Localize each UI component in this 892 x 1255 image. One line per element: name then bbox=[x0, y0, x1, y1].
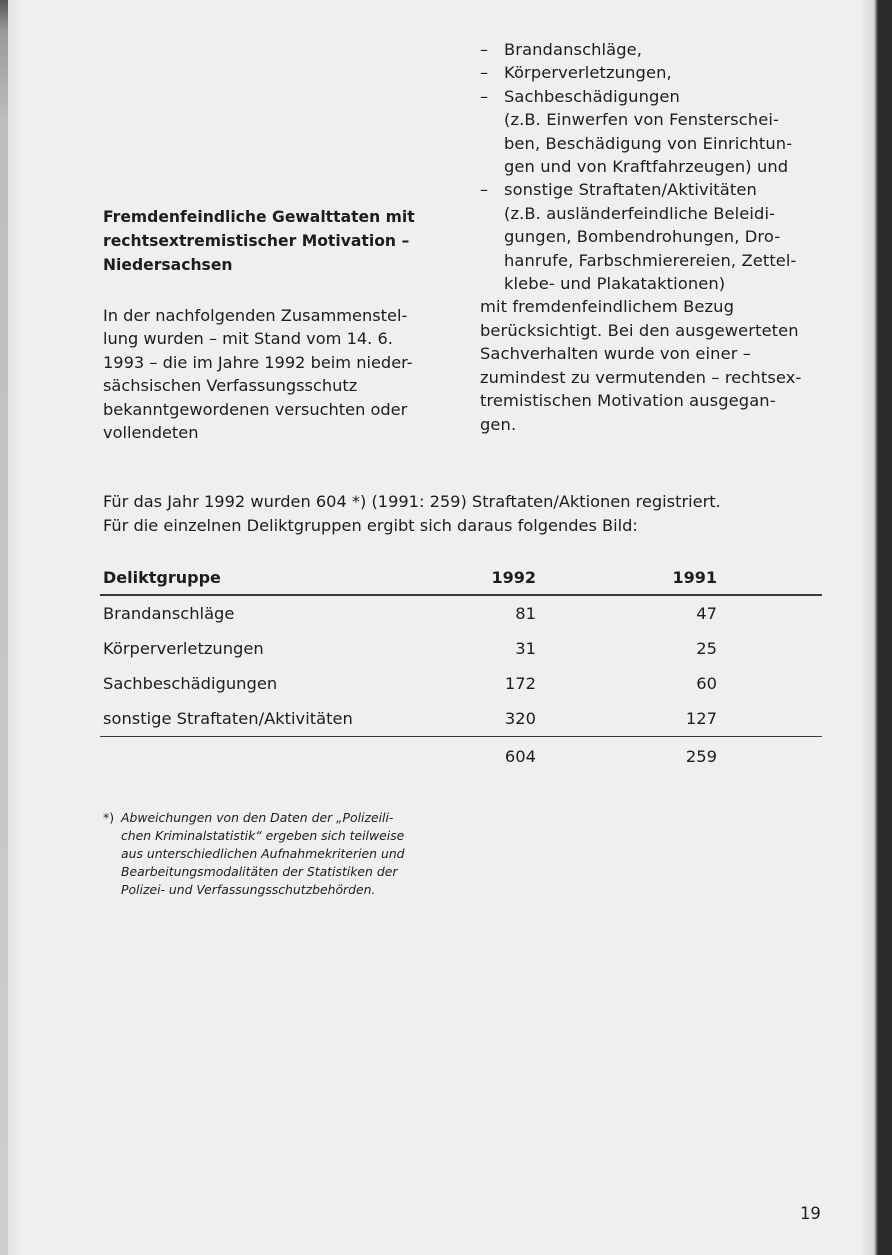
cell-spacer bbox=[717, 595, 822, 631]
footnote-line: Polizei- und Verfassungsschutzbehörden. bbox=[121, 882, 376, 897]
table-row bbox=[100, 595, 822, 631]
header-1992: 1992 bbox=[447, 568, 536, 595]
table-row bbox=[100, 666, 822, 701]
cell-spacer bbox=[536, 666, 629, 701]
total-1991: 259 bbox=[685, 746, 717, 766]
offense-table bbox=[100, 568, 822, 775]
bullet-item bbox=[480, 85, 840, 179]
intro-line: bekanntgewordenen versuchten oder bbox=[103, 399, 408, 419]
dash-marker: – bbox=[480, 86, 489, 106]
cell-spacer bbox=[100, 737, 447, 776]
cell-group: sonstige Straftaten/Aktivitäten bbox=[100, 701, 447, 737]
bullet-item bbox=[480, 178, 840, 295]
continuation-line: mit fremdenfeindlichem Bezug bbox=[480, 297, 735, 317]
cell-group: Sachbeschädigungen bbox=[103, 674, 278, 693]
cell-group: Körperverletzungen bbox=[103, 639, 264, 658]
header-group: Deliktgruppe bbox=[100, 568, 447, 595]
table-header-row bbox=[100, 568, 822, 595]
cell-1991: 60 bbox=[696, 674, 717, 693]
bullet-line: gungen, Bombendrohungen, Dro- bbox=[504, 227, 781, 247]
heading-line: Fremdenfeindliche Gewalttaten mit bbox=[103, 208, 415, 226]
bullet-line: gen und von Kraftfahrzeugen) und bbox=[504, 157, 789, 177]
cell-spacer bbox=[536, 595, 629, 631]
bullet-line: Sachbeschädigungen bbox=[504, 86, 680, 106]
cell-group: Brandanschläge bbox=[103, 604, 235, 623]
header-1991: 1991 bbox=[629, 568, 717, 595]
footnote-line: aus unterschiedlichen Aufnahmekriterien und bbox=[121, 846, 405, 861]
cell-spacer bbox=[717, 701, 822, 737]
bullet-line: hanrufe, Farbschmierereien, Zettel- bbox=[504, 250, 797, 270]
continuation-line: zumindest zu vermutenden – rechtsex- bbox=[480, 367, 802, 387]
bullet-line: Brandanschläge, bbox=[504, 40, 643, 59]
right-column-text bbox=[480, 38, 840, 436]
bullet-line: Körperverletzungen, bbox=[504, 63, 672, 83]
binding-shadow bbox=[0, 0, 8, 1255]
cell-spacer bbox=[717, 666, 822, 701]
bullet-item bbox=[480, 38, 840, 61]
dash-marker: – bbox=[480, 180, 489, 200]
offense-table-grid bbox=[100, 568, 822, 775]
page-number: 19 bbox=[800, 1204, 821, 1223]
cell-1992: 172 bbox=[504, 674, 536, 693]
continuation-line: tremistischen Motivation ausgegan- bbox=[480, 391, 776, 411]
bullet-line: (z.B. Einwerfen von Fensterschei- bbox=[504, 110, 779, 130]
bullet-item bbox=[480, 61, 840, 84]
continuation-line: gen. bbox=[480, 414, 517, 434]
footnote bbox=[103, 809, 448, 899]
table-row bbox=[100, 631, 822, 666]
summary-paragraph bbox=[103, 490, 833, 537]
cell-1992: 31 bbox=[515, 639, 536, 658]
intro-line: sächsischen Verfassungsschutz bbox=[103, 376, 358, 396]
dash-marker: – bbox=[480, 63, 489, 83]
footnote-body bbox=[103, 809, 448, 899]
bullet-line: (z.B. ausländerfeindliche Beleidi- bbox=[504, 203, 776, 223]
table-total-row bbox=[100, 737, 822, 776]
intro-line: vollendeten bbox=[103, 423, 199, 443]
cell-spacer bbox=[536, 701, 629, 737]
cell-1991: 47 bbox=[696, 604, 717, 623]
cell-1992: 320 bbox=[447, 701, 536, 737]
footnote-line: Bearbeitungsmodalitäten der Statistiken der bbox=[121, 864, 398, 879]
intro-paragraph bbox=[103, 304, 448, 444]
heading-line: rechtsextremistischer Motivation – bbox=[103, 232, 410, 250]
cell-1991: 127 bbox=[629, 701, 717, 737]
cell-1992: 81 bbox=[515, 604, 536, 623]
total-1992: 604 bbox=[504, 746, 536, 766]
section-heading bbox=[103, 205, 433, 277]
intro-line: lung wurden – mit Stand vom 14. 6. bbox=[103, 329, 393, 349]
footnote-line: chen Kriminalstatistik“ ergeben sich teilweise bbox=[121, 828, 405, 843]
intro-line: In der nachfolgenden Zusammenstel- bbox=[103, 306, 408, 325]
footnote-marker: *) bbox=[103, 810, 115, 825]
bullet-line: sonstige Straftaten/Aktivitäten bbox=[504, 180, 757, 200]
footnote-line: Abweichungen von den Daten der „Polizeili- bbox=[121, 810, 394, 825]
cell-spacer bbox=[536, 631, 629, 666]
header-spacer bbox=[536, 568, 629, 595]
cell-1991: 25 bbox=[696, 639, 717, 658]
continuation-line: Sachverhalten wurde von einer – bbox=[480, 344, 752, 364]
intro-line: 1993 – die im Jahre 1992 beim nieder- bbox=[103, 352, 413, 372]
dash-marker: – bbox=[480, 40, 489, 59]
summary-line: Für die einzelnen Deliktgruppen ergibt sich daraus folgendes Bild: bbox=[103, 515, 638, 535]
heading-line: Niedersachsen bbox=[103, 256, 233, 274]
table-row bbox=[100, 701, 822, 737]
summary-line: Für das Jahr 1992 wurden 604 *) (1991: 259) Straftaten/Aktionen registriert. bbox=[103, 492, 721, 511]
header-spacer bbox=[717, 568, 822, 595]
bullet-line: klebe- und Plakataktionen) bbox=[504, 274, 726, 294]
bullet-line: ben, Beschädigung von Einrichtun- bbox=[504, 133, 793, 153]
continuation-line: berücksichtigt. Bei den ausgewerteten bbox=[480, 320, 799, 340]
cell-spacer bbox=[717, 737, 822, 776]
cell-spacer bbox=[536, 737, 629, 776]
cell-spacer bbox=[717, 631, 822, 666]
